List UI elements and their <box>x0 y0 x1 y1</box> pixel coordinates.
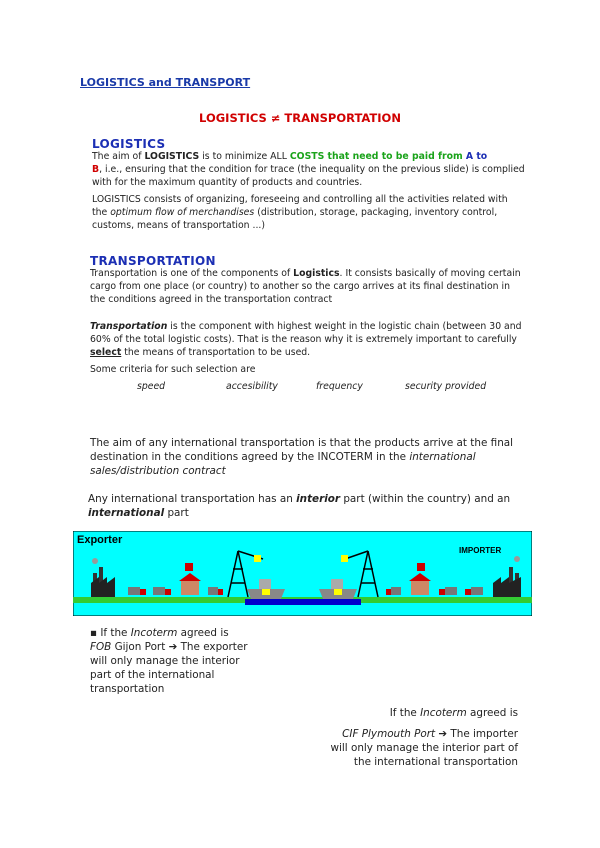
criteria-row <box>0 381 600 395</box>
criteria-item: security provided <box>405 381 487 392</box>
page-heading: LOGISTICS and TRANSPORT <box>80 76 251 89</box>
transportation-paragraph-1 <box>90 268 526 306</box>
text: part <box>164 507 189 519</box>
text: CIF Plymouth Port <box>342 728 436 740</box>
interior-paragraph <box>88 492 538 520</box>
criteria-item: accesibility <box>226 381 278 392</box>
text: A <box>465 151 474 162</box>
cargo-icon <box>185 563 193 571</box>
text: B <box>92 163 100 175</box>
fob-paragraph <box>90 626 260 696</box>
transportation-title: TRANSPORTATION <box>90 254 216 268</box>
text: part (within the country) and an <box>340 493 511 505</box>
sea <box>245 599 361 605</box>
text: Gijon Port ➔ The exporter will only manage the interior part of the international transportation <box>90 641 248 695</box>
cif-line-3: will only manage the interior part of <box>330 742 518 754</box>
cif-paragraph <box>331 706 519 769</box>
text: COSTS that need to be paid from <box>289 151 466 162</box>
text: The aim of <box>92 151 145 162</box>
criteria-item: speed <box>137 381 166 392</box>
text: international sales/distribution contract <box>90 451 476 477</box>
text: If the <box>97 627 131 639</box>
text: ➔ The importer <box>435 728 518 740</box>
bullet-icon: ▪ <box>90 627 98 639</box>
logistics-title: LOGISTICS <box>92 137 166 151</box>
text: FOB <box>90 641 112 653</box>
text: to <box>473 151 488 162</box>
port-scene-svg <box>73 531 532 616</box>
text: LOGISTICS consists of organizing, foreseeing and controlling all the activities related with the <box>92 194 508 218</box>
text: LOGISTICS <box>144 151 200 162</box>
text: (distribution, storage, packaging, inventory control, customs, means of transportation ...) <box>92 206 498 231</box>
text: Incoterm <box>420 707 467 719</box>
logistics-paragraph-2 <box>92 194 524 232</box>
criteria-item: frequency <box>316 381 363 392</box>
text: the means of transportation to be used. <box>121 346 311 358</box>
main-title: LOGISTICS ≠ TRANSPORTATION <box>199 111 401 125</box>
importer-label: IMPORTER <box>459 546 502 555</box>
text: agreed is <box>466 707 518 719</box>
cif-line-2 <box>331 727 519 741</box>
port-illustration <box>73 531 532 616</box>
exporter-label: Exporter <box>77 534 123 546</box>
text: is the component with highest weight in the logistic chain (between 30 and 60% of the total logistic costs). That is the reason why it is extremely important to carefully <box>90 321 522 345</box>
text: The aim of any international transportation is that the products arrive at the final destination in the conditions agreed by the INCOTERM in the <box>90 437 514 463</box>
logistics-paragraph-1 <box>92 151 528 189</box>
text: . It consists basically of moving certain cargo from one place (or country) to another so the cargo arrives at its final destination in the conditions agreed in the transportation contract <box>90 268 521 305</box>
text: optimum flow of merchandises <box>110 206 255 218</box>
cif-line-1 <box>331 706 519 720</box>
cargo-icon <box>254 555 261 562</box>
cargo-icon <box>341 555 348 562</box>
text: Any international transportation has an <box>88 493 297 505</box>
text: If the <box>389 707 421 719</box>
text: Incoterm <box>130 627 178 639</box>
text: Transportation <box>90 321 168 332</box>
text: select <box>90 346 122 358</box>
text: Logistics <box>293 268 340 279</box>
text: international <box>88 507 165 519</box>
text: interior <box>296 493 341 505</box>
text: agreed is <box>177 627 229 639</box>
text: is to minimize ALL <box>199 151 290 162</box>
text: , i.e., ensuring that the condition for trace (the inequality on the previous slide) is complied with for the maximum quantity of products and countries. <box>92 163 525 188</box>
cargo-icon <box>417 563 425 571</box>
transportation-paragraph-2 <box>90 321 526 359</box>
aim-paragraph <box>90 436 530 478</box>
criteria-intro: Some criteria for such selection are <box>90 364 256 375</box>
text: Transportation is one of the components of <box>90 268 294 279</box>
cif-line-4: the international transportation <box>353 756 518 768</box>
